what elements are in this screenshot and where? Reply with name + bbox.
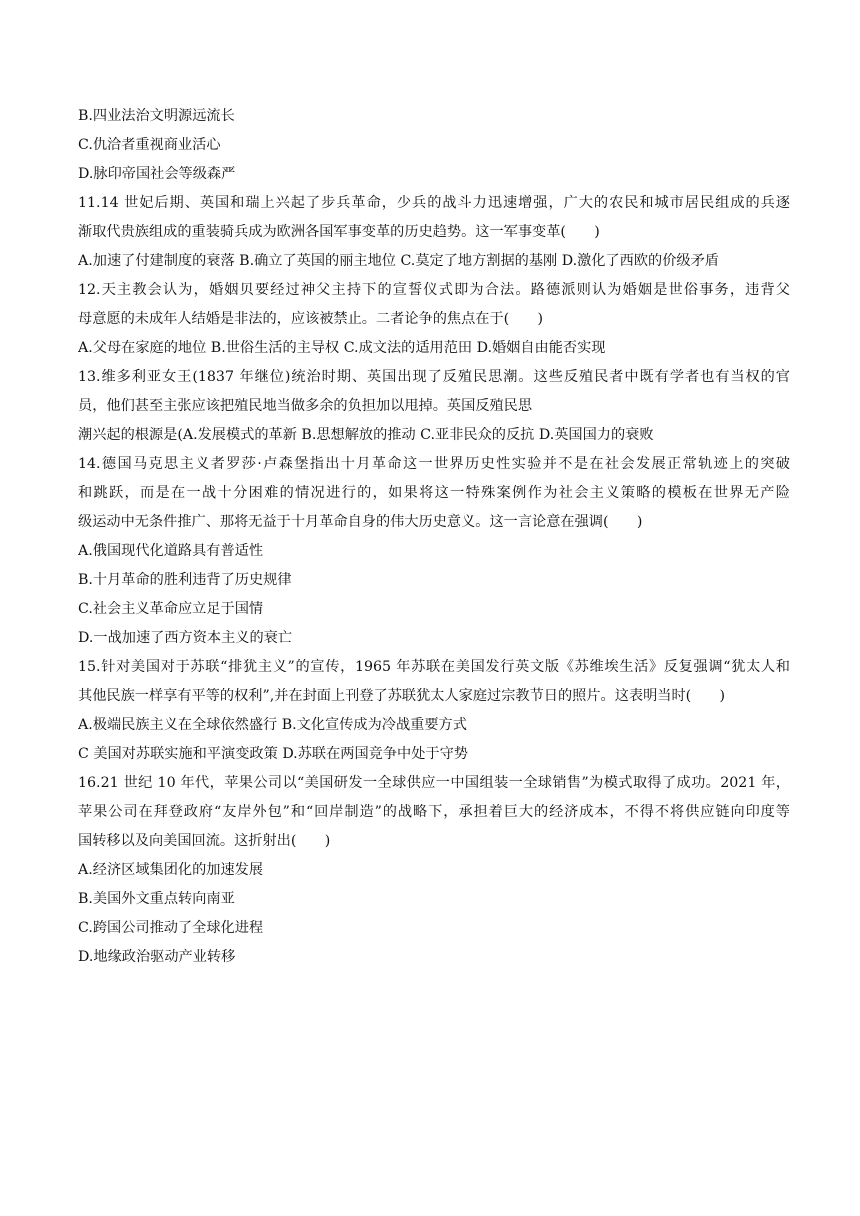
text-line: A.俄国现代化道路具有普适性 <box>78 543 264 559</box>
text-line: B.四业法治文明源远流长 <box>78 108 235 124</box>
text-line: 员，他们甚至主张应该把殖民地当做多余的负担加以甩掉。英国反殖民思 <box>78 398 533 414</box>
text-line: D.地缘政治驱动产业转移 <box>78 949 236 965</box>
text-line: A.父母在家庭的地位 B.世俗生活的主导权 C.成文法的适用范田 D.婚姻自由能否实现 <box>78 340 606 356</box>
text-line: C.仇洽者重视商业活心 <box>78 137 221 153</box>
text-line: D.脉印帝国社会等级森严 <box>78 166 236 182</box>
text-line: 苹果公司在拜登政府“友岸外包”和“回岸制造”的战略下，承担着巨大的经济成本，不得不将供应链向印度等 <box>78 804 790 820</box>
text-line: 15.针对美国对于苏联“排犹主义”的宣传，1965 年苏联在美国发行英文版《苏维埃生活》反复强调“犹太人和 <box>78 659 790 675</box>
text-line: 13.维多利亚女王(1837 年继位)统治时期、英国出现了反殖民思潮。这些反殖民者中既有学者也有当权的官 <box>78 369 790 385</box>
text-line: C 美国对苏联实施和平演变政策 D.苏联在两国竞争中处于守势 <box>78 746 468 762</box>
text-line: 11.14 世妃后期、英国和瑞上兴起了步兵革命，少兵的战斗力迅速增强，广大的农民和城市居民组成的兵逐 <box>78 195 790 211</box>
text-line: 16.21 世纪 10 年代，苹果公司以“美国研发一全球供应一中国组装一全球销售”为模式取得了成功。2021 年， <box>78 775 790 791</box>
text-line: C.跨国公司推动了全球化进程 <box>78 920 264 936</box>
text-line: 国转移以及向美国回流。这折射出( ) <box>78 833 331 849</box>
text-line: 14.德国马克思主义者罗莎·卢森堡指出十月革命这一世界历史性实验并不是在社会发展正常轨迹上的突破 <box>78 456 790 472</box>
text-line: 其他民族一样享有平等的权利”,并在封面上刊登了苏联犹太人家庭过宗教节日的照片。这表明当时( ) <box>78 688 726 704</box>
text-line: 潮兴起的根源是(A.发展模式的革新 B.思想解放的推动 C.亚非民众的反抗 D.英国国力的衰败 <box>78 427 654 443</box>
text-line: A.加速了付建制度的衰落 B.确立了英国的丽主地位 C.莫定了地方割据的基刚 D.激化了西欧的价级矛盾 <box>78 253 719 269</box>
text-line: B.美国外文重点转向南亚 <box>78 891 235 907</box>
text-line: 级运动中无条件推广、那将无益于十月革命自身的伟大历史意义。这一言论意在强调( ) <box>78 514 643 530</box>
document-page <box>78 106 790 976</box>
text-line: 和跳跃，而是在一战十分困难的情况进行的，如果将这一特殊案例作为社会主义策略的模板在世界无产险 <box>78 485 790 501</box>
text-line: D.一战加速了西方资本主义的衰亡 <box>78 630 293 646</box>
text-line: B.十月革命的胜利违背了历史规律 <box>78 572 292 588</box>
text-line: C.社会主义革命应立足于国情 <box>78 601 264 617</box>
text-line: A.极端民族主义在全球依然盛行 B.文化宣传成为冷战重要方式 <box>78 717 467 733</box>
text-line: 母意愿的未成年人结婚是非法的，应该被禁止。二者论争的焦点在于( ) <box>78 311 544 327</box>
text-line: A.经济区域集团化的加速发展 <box>78 862 264 878</box>
text-line: 渐取代贵族组成的重装骑兵成为欧洲各国军事变革的历史趋势。这一军事变革( ) <box>78 224 600 240</box>
text-line: 12.天主教会认为，婚姻贝要经过神父主持下的宣誓仪式即为合法。路德派则认为婚姻是世俗事务，违背父 <box>78 282 790 298</box>
